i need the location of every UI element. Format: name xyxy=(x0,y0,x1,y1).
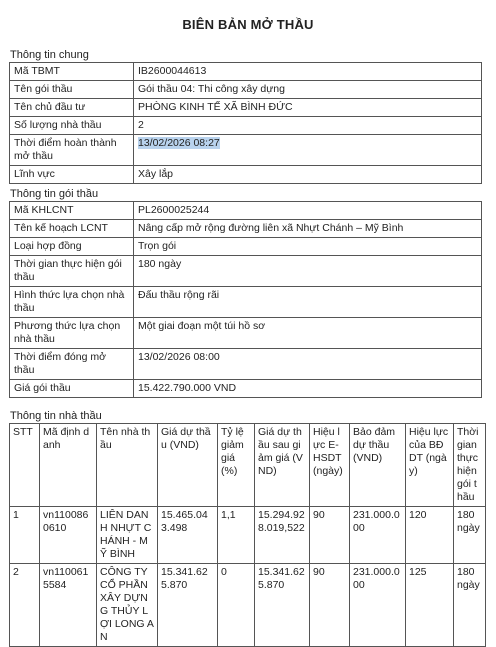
table-header-row xyxy=(10,424,486,507)
table-row xyxy=(10,564,486,647)
table-cell: 1,1 xyxy=(218,507,255,564)
table-cell: 2 xyxy=(10,564,40,647)
table-row xyxy=(10,117,482,135)
table-cell: 180 ngày xyxy=(454,564,486,647)
table-cell: 15.465.043.498 xyxy=(158,507,218,564)
field-label: Thời điểm đóng mở thầu xyxy=(10,349,134,380)
general-info-table xyxy=(9,62,482,184)
table-cell: 1 xyxy=(10,507,40,564)
table-row xyxy=(10,135,482,166)
contractors-table xyxy=(9,423,486,647)
table-row xyxy=(10,81,482,99)
field-label: Lĩnh vực xyxy=(10,166,134,184)
field-label: Mã TBMT xyxy=(10,63,134,81)
document-title: BIÊN BẢN MỞ THẦU xyxy=(182,17,314,32)
table-cell: 0 xyxy=(218,564,255,647)
section-general-label: Thông tin chung xyxy=(10,49,89,61)
field-label: Tên gói thầu xyxy=(10,81,134,99)
field-value: PL2600025244 xyxy=(134,202,482,220)
table-row xyxy=(10,63,482,81)
table-cell: 15.341.625.870 xyxy=(158,564,218,647)
column-header: Mã định danh xyxy=(40,424,97,507)
table-row xyxy=(10,99,482,117)
table-row xyxy=(10,318,482,349)
table-row xyxy=(10,166,482,184)
field-value: Trọn gói xyxy=(134,238,482,256)
table-cell: 120 xyxy=(406,507,454,564)
field-label: Mã KHLCNT xyxy=(10,202,134,220)
field-value: Gói thầu 04: Thi công xây dựng xyxy=(134,81,482,99)
field-value: Đấu thầu rộng rãi xyxy=(134,287,482,318)
field-label: Loại hợp đồng xyxy=(10,238,134,256)
table-cell: 15.341.625.870 xyxy=(255,564,310,647)
field-label: Hình thức lựa chọn nhà thầu xyxy=(10,287,134,318)
table-row xyxy=(10,256,482,287)
column-header: Bảo đảm dự thầu (VND) xyxy=(350,424,406,507)
field-value: IB2600044613 xyxy=(134,63,482,81)
column-header: Thời gian thực hiện gói thầu xyxy=(454,424,486,507)
table-row xyxy=(10,287,482,318)
field-value xyxy=(134,135,482,166)
section-package-label: Thông tin gói thầu xyxy=(10,188,99,200)
column-header: Hiệu lực E-HSDT (ngày) xyxy=(310,424,350,507)
table-cell: 231.000.000 xyxy=(350,564,406,647)
table-cell: LIÊN DANH NHỰT CHÁNH - MỸ BÌNH xyxy=(97,507,158,564)
table-row xyxy=(10,220,482,238)
field-label: Tên kế hoạch LCNT xyxy=(10,220,134,238)
table-cell: 231.000.000 xyxy=(350,507,406,564)
field-value: 13/02/2026 08:00 xyxy=(134,349,482,380)
field-label: Số lượng nhà thầu xyxy=(10,117,134,135)
field-label: Giá gói thầu xyxy=(10,380,134,398)
section-contractors-label: Thông tin nhà thầu xyxy=(10,410,102,422)
field-label: Phương thức lựa chọn nhà thầu xyxy=(10,318,134,349)
column-header: STT xyxy=(10,424,40,507)
field-value: 180 ngày xyxy=(134,256,482,287)
table-cell: 15.294.928.019,522 xyxy=(255,507,310,564)
table-cell: 180 ngày xyxy=(454,507,486,564)
selected-text[interactable]: 13/02/2026 08:27 xyxy=(138,137,220,149)
table-cell: 90 xyxy=(310,564,350,647)
table-row xyxy=(10,202,482,220)
column-header: Hiệu lực của BĐ DT (ngày) xyxy=(406,424,454,507)
table-cell: 90 xyxy=(310,507,350,564)
column-header: Tên nhà thầu xyxy=(97,424,158,507)
column-header: Giá dự thầu sau giảm giá (VND) xyxy=(255,424,310,507)
field-value: 2 xyxy=(134,117,482,135)
column-header: Giá dự thầu (VND) xyxy=(158,424,218,507)
field-value: Xây lắp xyxy=(134,166,482,184)
table-cell: 125 xyxy=(406,564,454,647)
table-row xyxy=(10,238,482,256)
table-row xyxy=(10,507,486,564)
field-label: Thời gian thực hiện gói thầu xyxy=(10,256,134,287)
package-info-table xyxy=(9,201,482,398)
field-value: Một giai đoạn một túi hồ sơ xyxy=(134,318,482,349)
field-label: Tên chủ đầu tư xyxy=(10,99,134,117)
table-row xyxy=(10,380,482,398)
field-value: PHÒNG KINH TẾ XÃ BÌNH ĐỨC xyxy=(134,99,482,117)
table-row xyxy=(10,349,482,380)
table-cell: vn1100860610 xyxy=(40,507,97,564)
field-value: Nâng cấp mở rộng đường liên xã Nhựt Chánh – Mỹ Bình xyxy=(134,220,482,238)
field-label: Thời điểm hoàn thành mở thầu xyxy=(10,135,134,166)
column-header: Tỷ lệ giảm giá (%) xyxy=(218,424,255,507)
field-value: 15.422.790.000 VND xyxy=(134,380,482,398)
table-cell: vn1100615584 xyxy=(40,564,97,647)
table-cell: CÔNG TY CỔ PHẦN XÂY DỰNG THỦY LỢI LONG AN xyxy=(97,564,158,647)
